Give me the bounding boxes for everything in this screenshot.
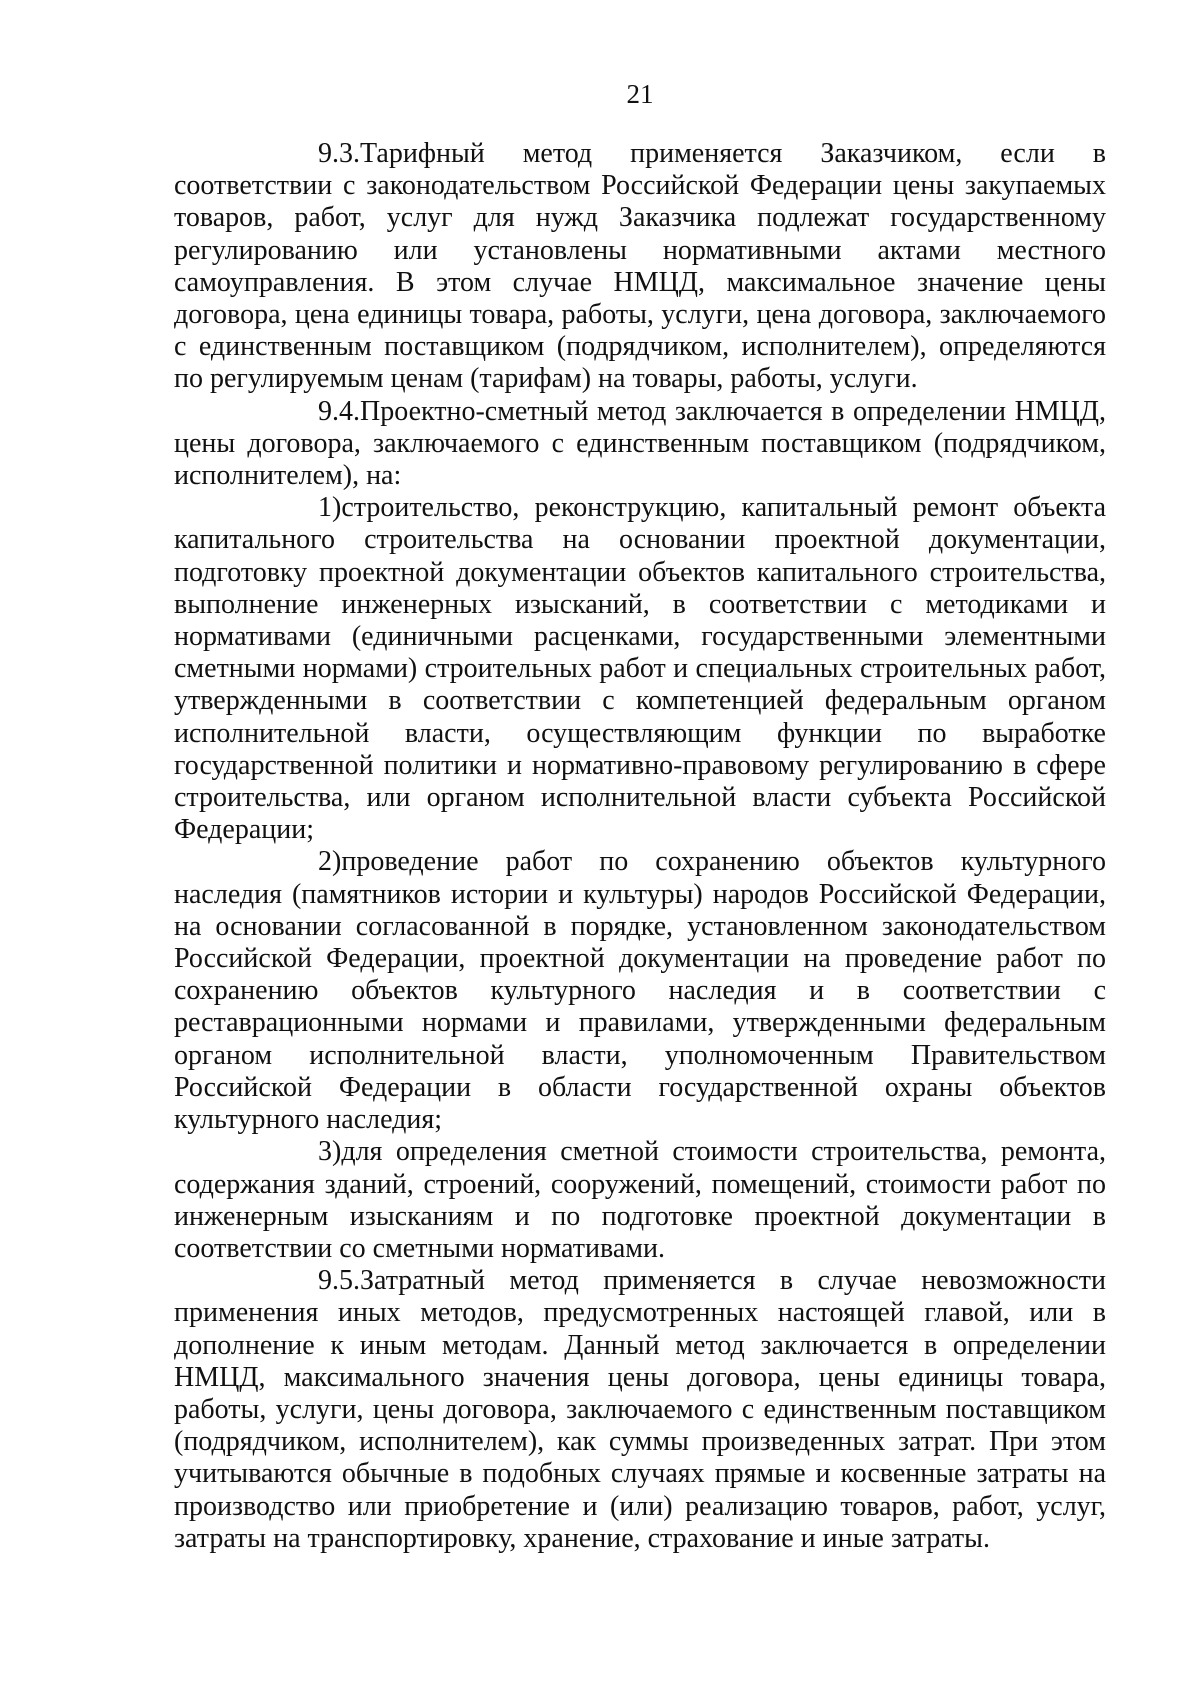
list-item-number: 3) — [318, 1136, 342, 1168]
paragraph-number: 9.4. — [318, 395, 360, 427]
paragraph-9-3 — [174, 138, 1106, 396]
paragraph-text: Затратный метод применяется в случае невозможности применения иных методов, предусмотренных настоящей главой, или в дополнение к иным методам. Данный метод заключается в определении НМЦД, максимального значения цены договора, цены единицы товара, работы, услуги, цены договора, заключаемого с единственным поставщиком (подрядчиком, исполнителем), как суммы произведенных затрат. При этом учитываются обычные в подобных случаях прямые и косвенные затраты на производство или приобретение и (или) реализацию товаров, работ, услуг, затраты на транспортировку, хранение, страхование и иные затраты. — [174, 1265, 1106, 1554]
list-item-text: для определения сметной стоимости строительства, ремонта, содержания зданий, строений, сооружений, помещений, стоимости работ по инженерным изысканиям и по подготовке проектной документации в соответствии со сметными нормативами. — [174, 1136, 1106, 1264]
paragraph-9-4 — [174, 396, 1106, 493]
list-item-text: проведение работ по сохранению объектов культурного наследия (памятников истории и культуры) народов Российской Федерации, на основании согласованной в порядке, установленном законодательством Российской Федерации, проектной документации на проведение работ по сохранению объектов культурного наследия и в соответствии с реставрационными нормами и правилами, утвержденными федеральным органом исполнительной власти, уполномоченным Правительством Российской Федерации в области государственной охраны объектов культурного наследия; — [174, 846, 1106, 1136]
paragraph-9-5 — [174, 1265, 1106, 1555]
list-item-number: 2) — [318, 846, 342, 878]
paragraph-text: Проектно-сметный метод заключается в определении НМЦД, цены договора, заключаемого с единственным поставщиком (подрядчиком, исполнителем), на: — [174, 395, 1106, 492]
list-item-number: 1) — [318, 492, 342, 524]
list-item-3 — [174, 1136, 1106, 1265]
list-item-text: строительство, реконструкцию, капитальный ремонт объекта капитального строительства на основании проектной документации, подготовку проектной документации объектов капитального строительства, выполнение инженерных изысканий, в соответствии с методиками и нормативами (единичными расценками, государственными элементными сметными нормами) строительных работ и специальных строительных работ, утвержденными в соответствии с компетенцией федеральным органом исполнительной власти, осуществляющим функции по выработке государственной политики и нормативно-правовому регулированию в сфере строительства, или органом исполнительной власти субъекта Российской Федерации; — [174, 492, 1106, 846]
list-item-2 — [174, 846, 1106, 1136]
list-item-1 — [174, 492, 1106, 846]
paragraph-number: 9.3. — [318, 138, 360, 169]
paragraph-text: Тарифный метод применяется Заказчиком, если в соответствии с законодательством Российской Федерации цены закупаемых товаров, работ, услуг для нужд Заказчика подлежат государственному регулированию или установлены нормативными актами местного самоуправления. В этом случае НМЦД, максимальное значение цены договора, цена единицы товара, работы, услуги, цена договора, заключаемого с единственным поставщиком (подрядчиком, исполнителем), определяются по регулируемым ценам (тарифам) на товары, работы, услуги. — [174, 138, 1106, 395]
paragraph-number: 9.5. — [318, 1265, 360, 1297]
page-number: 21 — [626, 79, 654, 109]
document-body — [174, 138, 1106, 1555]
